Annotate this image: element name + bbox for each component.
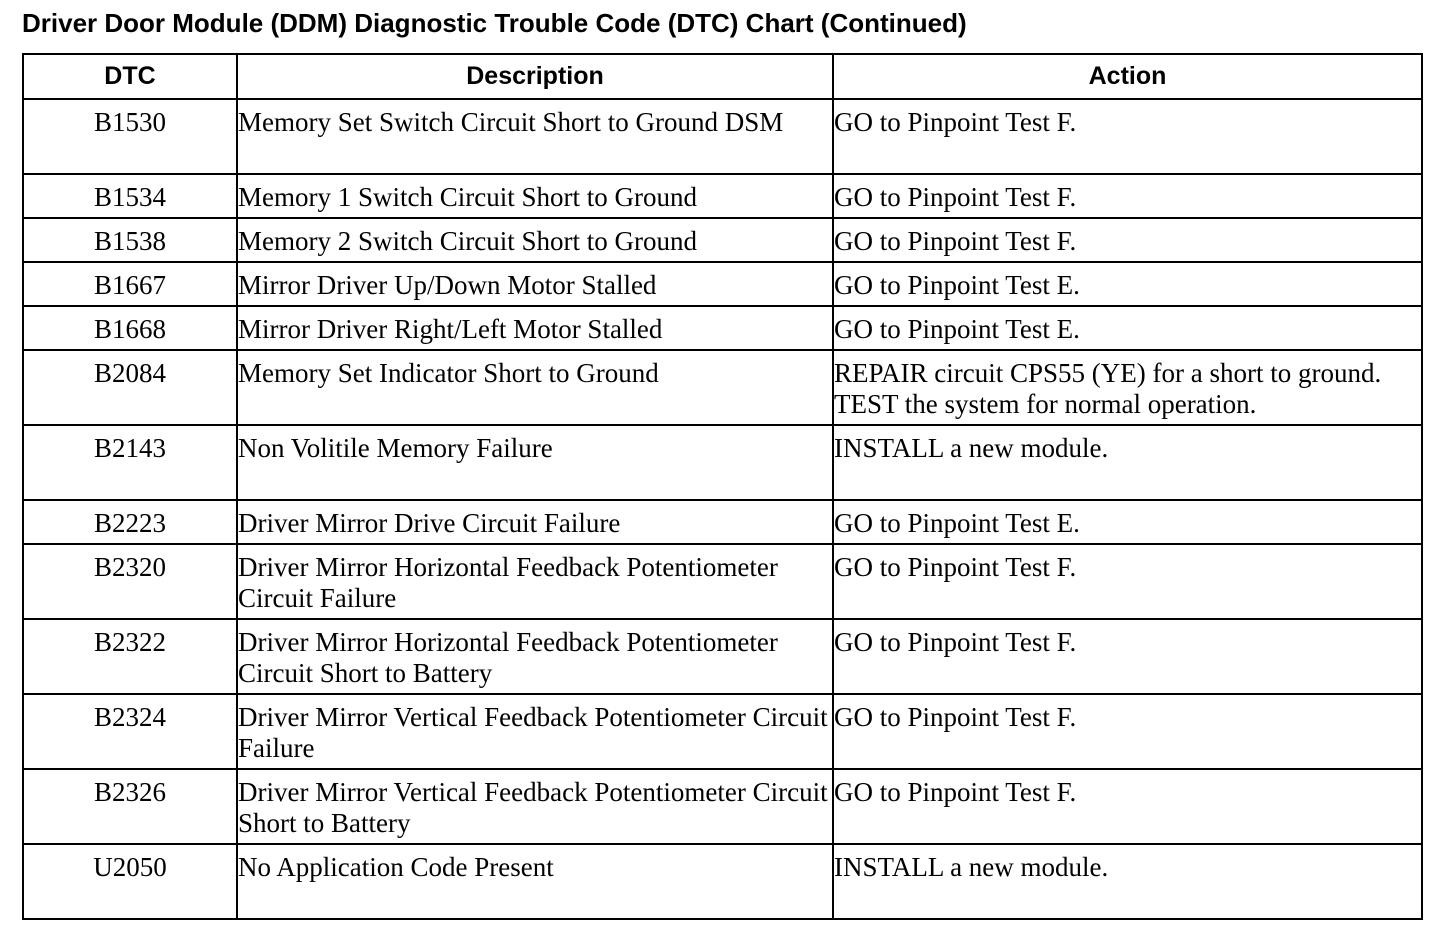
table-row xyxy=(23,769,1422,844)
dtc-action: GO to Pinpoint Test F. xyxy=(833,619,1422,694)
table-header-row xyxy=(23,54,1422,99)
dtc-code: B2223 xyxy=(23,500,237,544)
dtc-code: B2324 xyxy=(23,694,237,769)
dtc-action: INSTALL a new module. xyxy=(833,425,1422,500)
table-row xyxy=(23,306,1422,350)
dtc-code: B2322 xyxy=(23,619,237,694)
page-title: Driver Door Module (DDM) Diagnostic Trouble Code (DTC) Chart (Continued) xyxy=(22,8,967,38)
table-row xyxy=(23,619,1422,694)
table-row xyxy=(23,844,1422,919)
dtc-description: Non Volitile Memory Failure xyxy=(237,425,833,500)
header-action: Action xyxy=(833,54,1422,99)
table-row xyxy=(23,500,1422,544)
dtc-description: Mirror Driver Right/Left Motor Stalled xyxy=(237,306,833,350)
dtc-action: GO to Pinpoint Test E. xyxy=(833,500,1422,544)
dtc-action: GO to Pinpoint Test E. xyxy=(833,306,1422,350)
header-description: Description xyxy=(237,54,833,99)
dtc-action: GO to Pinpoint Test F. xyxy=(833,218,1422,262)
table-row xyxy=(23,350,1422,425)
dtc-description: No Application Code Present xyxy=(237,844,833,919)
dtc-action: GO to Pinpoint Test F. xyxy=(833,769,1422,844)
dtc-code: B2326 xyxy=(23,769,237,844)
dtc-code: B1530 xyxy=(23,99,237,174)
dtc-code: B1667 xyxy=(23,262,237,306)
dtc-description: Memory 2 Switch Circuit Short to Ground xyxy=(237,218,833,262)
dtc-description: Memory Set Switch Circuit Short to Ground DSM xyxy=(237,99,833,174)
dtc-code: B2320 xyxy=(23,544,237,619)
dtc-description: Memory Set Indicator Short to Ground xyxy=(237,350,833,425)
dtc-action: INSTALL a new module. xyxy=(833,844,1422,919)
dtc-action: GO to Pinpoint Test F. xyxy=(833,694,1422,769)
dtc-action: GO to Pinpoint Test E. xyxy=(833,262,1422,306)
dtc-description: Mirror Driver Up/Down Motor Stalled xyxy=(237,262,833,306)
table-row xyxy=(23,544,1422,619)
table-row xyxy=(23,262,1422,306)
dtc-code: B1668 xyxy=(23,306,237,350)
dtc-action: GO to Pinpoint Test F. xyxy=(833,544,1422,619)
dtc-code: B2143 xyxy=(23,425,237,500)
dtc-chart-table xyxy=(22,53,1423,920)
dtc-description: Driver Mirror Vertical Feedback Potentiometer Circuit Short to Battery xyxy=(237,769,833,844)
table-row xyxy=(23,425,1422,500)
dtc-code: B1538 xyxy=(23,218,237,262)
dtc-action: GO to Pinpoint Test F. xyxy=(833,174,1422,218)
dtc-action: GO to Pinpoint Test F. xyxy=(833,99,1422,174)
table-row xyxy=(23,218,1422,262)
dtc-code: U2050 xyxy=(23,844,237,919)
table-row xyxy=(23,99,1422,174)
dtc-description: Driver Mirror Vertical Feedback Potentiometer Circuit Failure xyxy=(237,694,833,769)
dtc-code: B2084 xyxy=(23,350,237,425)
table-row xyxy=(23,694,1422,769)
dtc-code: B1534 xyxy=(23,174,237,218)
dtc-description: Memory 1 Switch Circuit Short to Ground xyxy=(237,174,833,218)
dtc-description: Driver Mirror Horizontal Feedback Potentiometer Circuit Short to Battery xyxy=(237,619,833,694)
header-dtc: DTC xyxy=(23,54,237,99)
dtc-description: Driver Mirror Horizontal Feedback Potentiometer Circuit Failure xyxy=(237,544,833,619)
table-row xyxy=(23,174,1422,218)
dtc-description: Driver Mirror Drive Circuit Failure xyxy=(237,500,833,544)
dtc-action: REPAIR circuit CPS55 (YE) for a short to ground. TEST the system for normal operation. xyxy=(833,350,1422,425)
